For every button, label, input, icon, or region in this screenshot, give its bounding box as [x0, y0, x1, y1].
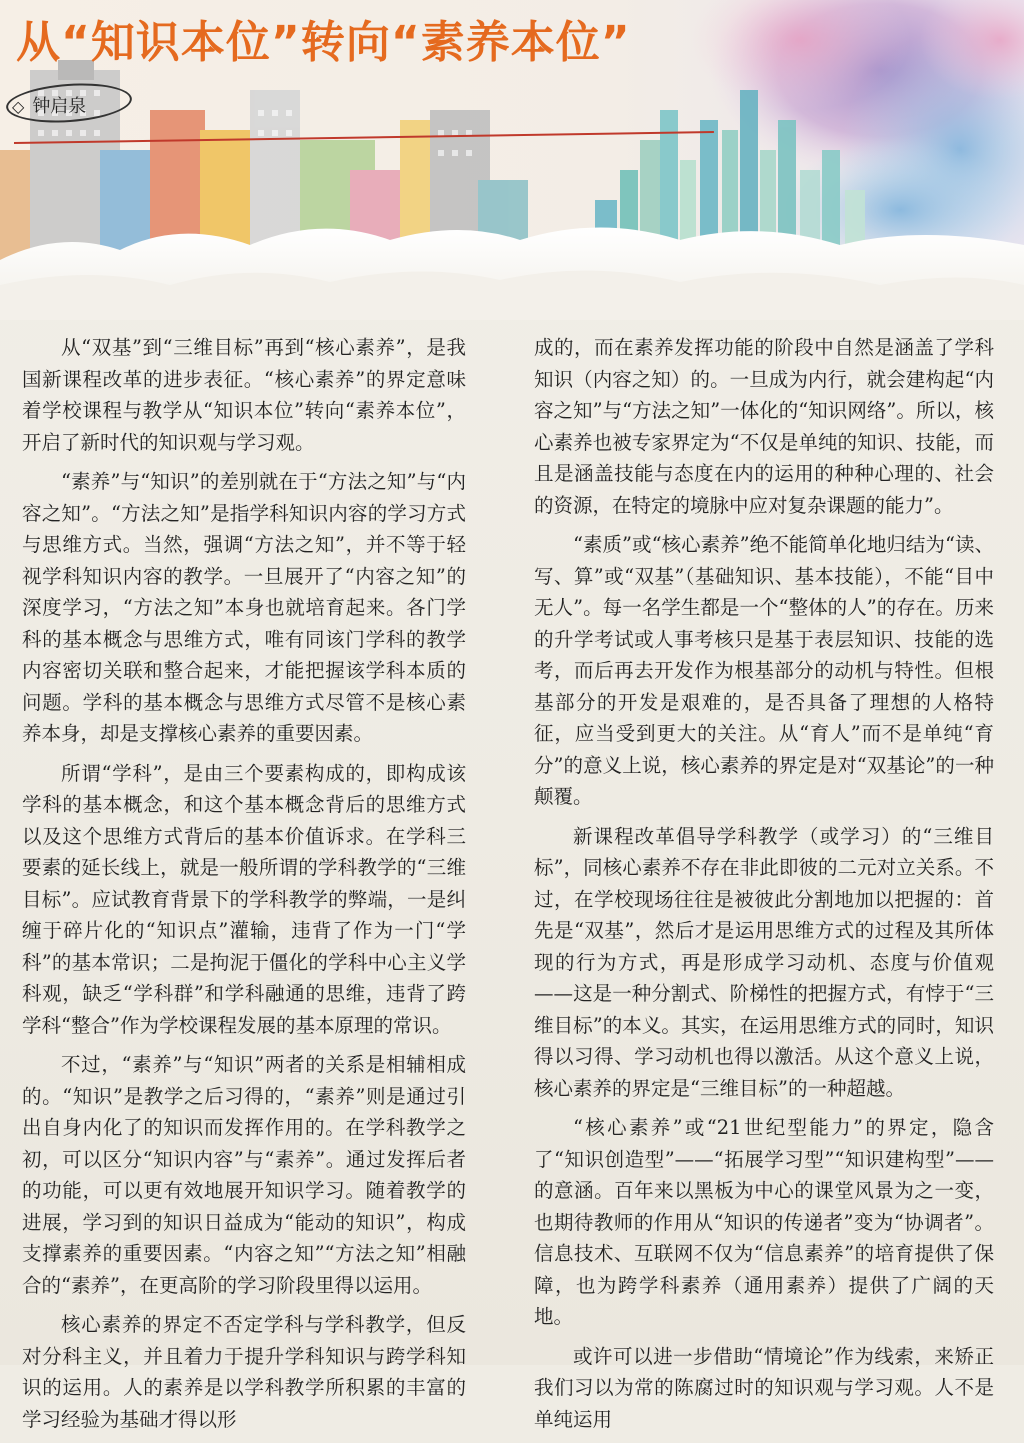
paragraph-9: “核心素养”或“21世纪型能力”的界定，隐含了“知识创造型”——“拓展学习型”“知识建构型”——的意涵。百年来以黑板为中心的课堂风景为之一变，也期待教师的作用从“知识的传递者”变为“协调者”。信息技术、互联网不仅为“信息素养”的培育提供了保障，也为跨学科素养（通用素养）提供了广阔的天地。 [534, 1116, 994, 1328]
author-byline [12, 92, 86, 118]
left-column [22, 332, 466, 1443]
header-banner [0, 0, 1024, 320]
paragraph-5: 核心素养的界定不否定学科与学科教学，但反对分科主义，并且着力于提升学科知识与跨学科知识的运用。人的素养是以学科教学所积累的丰富的学习经验为基础才得以形 [22, 1313, 466, 1431]
paragraph-10: 或许可以进一步借助“情境论”作为线索，来矫正我们习以为常的陈腐过时的知识观与学习观。人不是单纯运用 [534, 1344, 994, 1431]
diamond-icon: ◇ [12, 97, 25, 116]
paragraph-2: “素养”与“知识”的差别就在于“方法之知”与“内容之知”。“方法之知”是指学科知识内容的学习方式与思维方式。当然，强调“方法之知”，并不等于轻视学科知识内容的教学。一旦展开了“内容之知”的深度学习，“方法之知”本身也就培育起来。各门学科的基本概念与思维方式，唯有同该门学科的教学内容密切关联和整合起来，才能把握该学科本质的问题。学科的基本概念与思维方式尽管不是核心素养本身，却是支撑核心素养的重要因素。 [22, 470, 466, 745]
paragraph-1: 从“双基”到“三维目标”再到“核心素养”，是我国新课程改革的进步表征。“核心素养”的界定意味着学校课程与教学从“知识本位”转向“素养本位”，开启了新时代的知识观与学习观。 [22, 336, 466, 454]
paragraph-8: 新课程改革倡导学科教学（或学习）的“三维目标”，同核心素养不存在非此即彼的二元对立关系。不过，在学校现场往往是被彼此分割地加以把握的：首先是“双基”，然后才是运用思维方式的过程及其所体现的行为方式，再是形成学习动机、态度与价值观——这是一种分割式、阶梯性的把握方式，有悖于“三维目标”的本义。其实，在运用思维方式的同时，知识得以习得、学习动机也得以激活。从这个意义上说，核心素养的界定是“三维目标”的一种超越。 [534, 824, 994, 1100]
paragraph-7: “素质”或“核心素养”绝不能简单化地归结为“读、写、算”或“双基”（基础知识、基本技能），不能“目中无人”。每一名学生都是一个“整体的人”的存在。历来的升学考试或人事考核只是基于表层知识、技能的选考，而后再去开发作为根基部分的动机与特性。但根基部分的开发是艰难的，是否具备了理想的人格特征，应当受到更大的关注。从“育人”而不是单纯“育分”的意义上说，核心素养的界定是对“双基论”的一种颠覆。 [534, 533, 994, 808]
paragraph-6: 成的，而在素养发挥功能的阶段中自然是涵盖了学科知识（内容之知）的。一旦成为内行，就会建构起“内容之知”与“方法之知”一体化的“知识网络”。所以，核心素养也被专家界定为“不仅是单纯的知识、技能，而且是涵盖技能与态度在内的运用的种种心理的、社会的资源，在特定的境脉中应对复杂课题的能力”。 [534, 336, 994, 517]
article-title: 从“知识本位”转向“素养本位” [16, 17, 631, 68]
paragraph-3: 所谓“学科”，是由三个要素构成的，即构成该学科的基本概念，和这个基本概念背后的思维方式以及这个思维方式背后的基本价值诉求。在学科三要素的延长线上，就是一般所谓的学科教学的“三维目标”。应试教育背景下的学科教学的弊端，一是纠缠于碎片化的“知识点”灌输，违背了作为一门“学科”的基本常识；二是拘泥于僵化的学科中心主义学科观，缺乏“学科群”和学科融通的思维，违背了跨学科“整合”作为学校课程发展的基本原理的常识。 [22, 761, 466, 1037]
author-name: 钟启泉 [32, 96, 87, 117]
right-column [534, 332, 994, 1443]
paragraph-4: 不过，“素养”与“知识”两者的关系是相辅相成的。“知识”是教学之后习得的，“素养”则是通过引出自身内化了的知识而发挥作用的。在学科教学之初，可以区分“知识内容”与“素养”。通过发挥后者的功能，可以更有效地展开知识学习。随着教学的进展，学习到的知识日益成为“能动的知识”，构成支撑素养的重要因素。“内容之知”“方法之知”相融合的“素养”，在更高阶的学习阶段里得以运用。 [22, 1053, 466, 1297]
